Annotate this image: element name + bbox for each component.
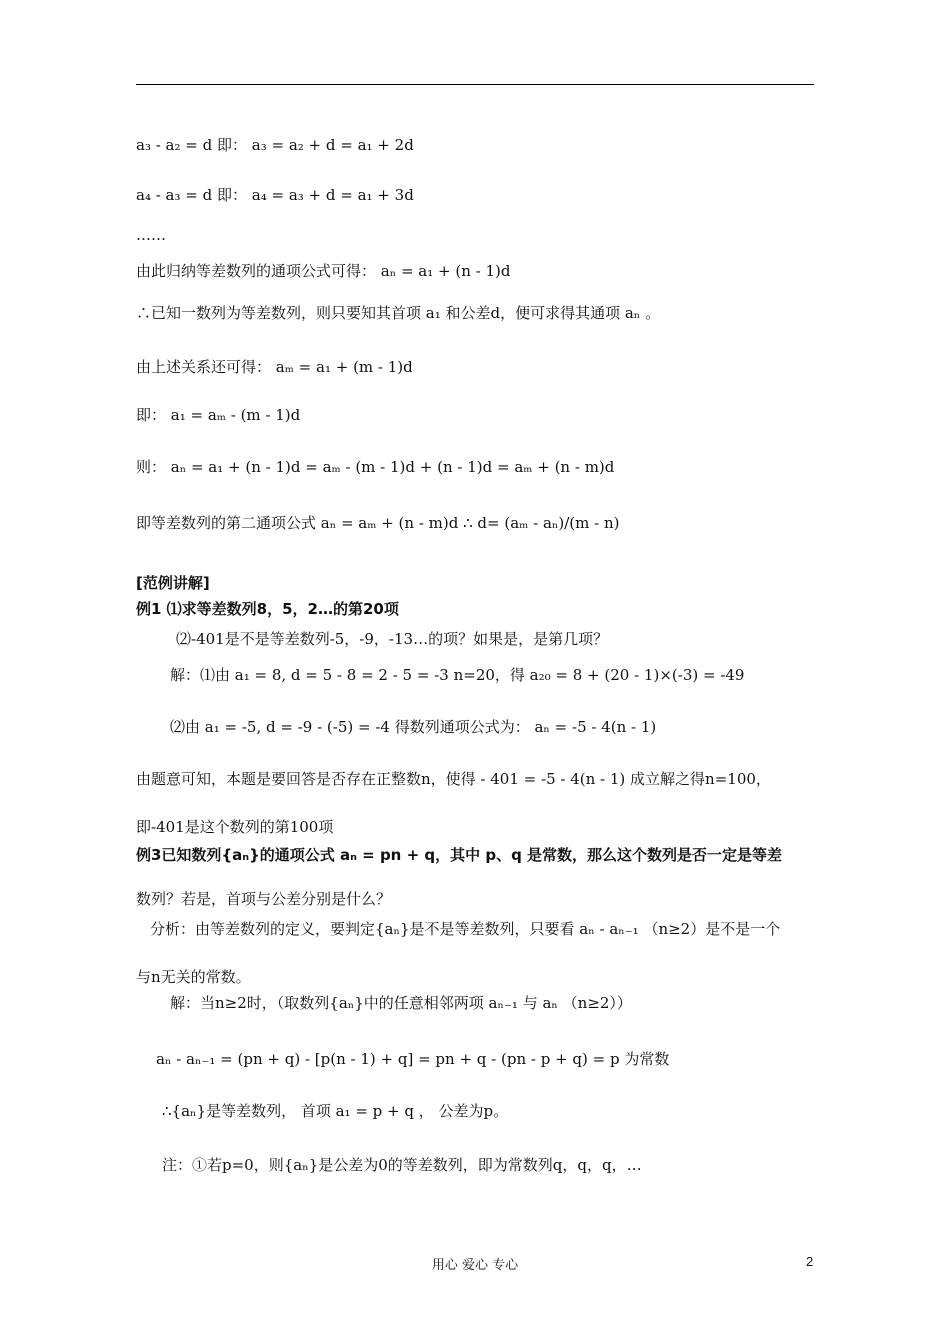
- text-line: 即-401是这个数列的第100项: [136, 818, 334, 836]
- text-line: 例3已知数列{aₙ}的通项公式 aₙ = pn + q，其中 p、q 是常数，那么这个数列是否一定是等差: [136, 846, 783, 864]
- text-line: 例1 ⑴求等差数列8，5，2…的第20项: [136, 600, 399, 618]
- text-line: 则： aₙ = a₁ + (n - 1)d = aₘ - (m - 1)d + (n - 1)d = aₘ + (n - m)d: [136, 458, 615, 476]
- text-line: ⑵-401是不是等差数列-5，-9，-13…的项？如果是，是第几项？: [176, 630, 609, 648]
- text-line: [范例讲解]: [136, 574, 210, 592]
- text-line: a₃ - a₂ = d 即： a₃ = a₂ + d = a₁ + 2d: [136, 136, 414, 154]
- text-line: 由上述关系还可得： aₘ = a₁ + (m - 1)d: [136, 358, 413, 376]
- text-line: aₙ - aₙ₋₁ = (pn + q) - [p(n - 1) + q] = pn + q - (pn - p + q) = p 为常数: [156, 1050, 670, 1068]
- page-footer: 用心 爱心 专心: [431, 1258, 519, 1273]
- text-line: 解：⑴由 a₁ = 8, d = 5 - 8 = 2 - 5 = -3 n=20，得 a₂₀ = 8 + (20 - 1)×(-3) = -49: [170, 666, 745, 684]
- page-number: 2: [806, 1254, 814, 1269]
- text-line: 分析：由等差数列的定义，要判定{aₙ}是不是等差数列，只要看 aₙ - aₙ₋₁ （n≥2）是不是一个: [150, 920, 781, 938]
- text-line: 与n无关的常数。: [136, 968, 251, 986]
- text-line: ∴已知一数列为等差数列，则只要知其首项 a₁ 和公差d，便可求得其通项 aₙ 。: [136, 304, 661, 322]
- text-line: 即等差数列的第二通项公式 aₙ = aₘ + (n - m)d ∴ d= (aₘ - aₙ)/(m - n): [136, 514, 620, 532]
- text-line: 由题意可知，本题是要回答是否存在正整数n，使得 - 401 = -5 - 4(n - 1) 成立解之得n=100，: [136, 770, 771, 788]
- text-line: 数列？若是，首项与公差分别是什么？: [136, 890, 392, 908]
- text-line: 解：当n≥2时，（取数列{aₙ}中的任意相邻两项 aₙ₋₁ 与 aₙ （n≥2））: [170, 994, 632, 1012]
- text-line: ∴{aₙ}是等差数列， 首项 a₁ = p + q ， 公差为p。: [162, 1102, 509, 1120]
- text-line: a₄ - a₃ = d 即： a₄ = a₃ + d = a₁ + 3d: [136, 186, 414, 204]
- text-line: 由此归纳等差数列的通项公式可得： aₙ = a₁ + (n - 1)d: [136, 262, 511, 280]
- text-line: ⑵由 a₁ = -5, d = -9 - (-5) = -4 得数列通项公式为： aₙ = -5 - 4(n - 1): [170, 718, 657, 736]
- text-line: ……: [136, 226, 166, 244]
- text-line: 即： a₁ = aₘ - (m - 1)d: [136, 406, 301, 424]
- header-rule: [136, 84, 814, 85]
- text-line: 注：①若p=0，则{aₙ}是公差为0的等差数列，即为常数列q，q，q，…: [162, 1156, 642, 1174]
